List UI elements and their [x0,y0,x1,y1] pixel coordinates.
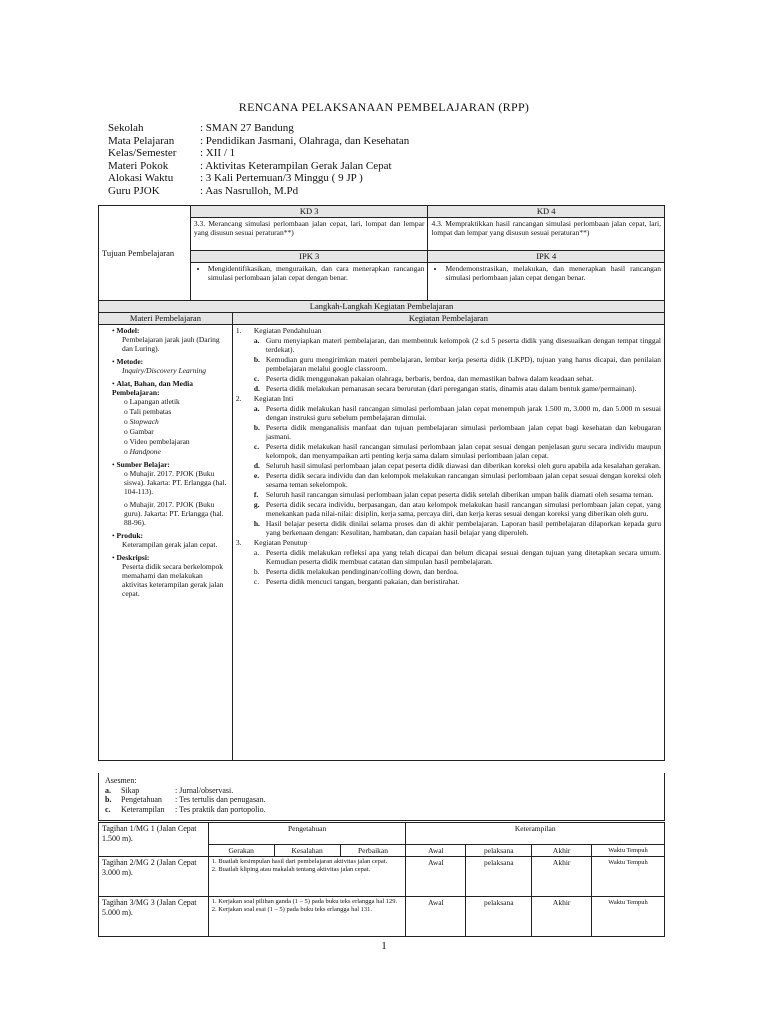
list-item: o Gambar [124,427,154,436]
list-item: c. Peserta didik mencuci tangan, berganti pakaian, dan beristirahat. [253,577,460,586]
asesmen-title: Asesmen: [105,776,137,785]
metode-label: Metode: [116,357,144,366]
list-item: h. Hasil belajar peserta didik dinilai selama proses dan di akhir pembelajaran. Laporan hasil pembelajaran dilaporkan kepada guru yang berkenaan dengan: Kesulitan, hambatan, dan capaian hasil belajar yang diperoleh. [253,519,661,537]
metode-text: Inquiry/Discovery Learning [122,366,206,375]
list-item: b. Peserta didik menganalisis manfaat dan tujuan pembelajaran simulasi perlombaan jalan cepat bagi kesehatan dan kebugaran jasmani. [253,423,661,441]
asesmen-item: b. Pengetahuan : Tes tertulis dan penugasan. [105,795,266,804]
asesmen-item: a. Sikap : Jurnal/observasi. [105,785,234,795]
langkah-header: Langkah-Langkah Kegiatan Pembelajaran [99,301,665,313]
col-header: Awal [406,845,466,857]
tagihan-table [98,822,665,937]
col-header: Perbaikan [340,845,406,857]
list-item: o Muhajir. 2017. PJOK (Buku guru). Jakarta: PT. Erlangga (hal. 88-96). [124,500,224,527]
model-label: Model: [116,326,140,335]
identity-value: : 3 Kali Pertemuan/3 Minggu ( 9 JP ) [200,172,363,184]
list-item: g. Peserta didik secara individu, berpasangan, dan atau kelompok melakukan hasil rancangan simulasi perlombaan jalan cepat, yang menekankan pada nilai-nilai: disiplin, kerja sama, percaya diri, dan kerja keras sesuai dengan koreksi yang diberikan oleh guru. [253,500,661,518]
materi-header: Materi Pembelajaran [99,313,233,325]
tagihan-pengetahuan: 1. Buatlah kesimpulan hasil dari pembelajaran aktivitas jalan cepat. 2. Buatlah kliping atau makalah tentang aktivitas jalan cepat. [208,857,406,897]
table-cell: Waktu Tempuh [592,897,665,937]
kegiatan-cell [232,325,664,761]
list-item: d. Peserta didik melakukan pemanasan secara berurutan (dari peregangan statis, dinamis atau dalam bentuk game/permainan). [253,384,637,393]
kegiatan-pendahuluan: 1. Kegiatan Pendahuluan a. Guru menyiapkan materi pembelajaran, dan membentuk kelompok (2 s.d 5 peserta didik yang disesuaikan dengan tempat tinggal terdekat). b. Kemudian guru mengirimkan materi pembelajaran, lembar kerja peserta didik (LKPD), tujuan yang harus dicapai, dan penilaian pembelajaran melalui google classroom. c. Peserta didik menggunakan pakaian olahraga, berbaris, berdoa, dan memastikan bahwa dalam keadaan sehat. d. Peserta didik melakukan pemanasan secara berurutan (dari peregangan statis, dinamis atau dalam bentuk game/permainan). [235,326,661,393]
identity-key: Alokasi Waktu [108,172,174,184]
identity-key: Guru PJOK [108,184,160,197]
sumber-list [112,469,229,527]
list-item: o Tali pembatas [124,407,172,416]
ipk3-cell [190,263,428,301]
deskripsi-label: Deskripsi: [116,553,150,562]
materi-produk: • Produk: Keterampilan gerak jalan cepat. [112,531,229,549]
kegiatan-inti: 2. Kegiatan Inti a. Peserta didik melakukan hasil rancangan simulasi perlombaan jalan cepat menempuh jarak 1.500 m, 3.000 m, dan 5.000 m sesuai dengan instruksi guru sebelum pembelajaran dimulai. b. Peserta didik menganalisis manfaat dan tujuan pembelajaran simulasi perlombaan jalan cepat bagi kesehatan dan kebugaran jasmani. c. Peserta didik melakukan hasil rancangan simulasi perlombaan jalan cepat sesuai dengan penjelasan guru secara individu maupun kelompok, dan menyampaikan arti penting kerja sama dalam simulasi perlombaan jalan cepat. d. Seluruh hasil simulasi perlombaan jalan cepat peserta didik diawasi dan diberikan koreksi oleh guru apabila ada kesalahan gerakan. e. Peserta didik secara individu dan dan kelompok melakukan rancangan simulasi perlombaan jalan cepat sesuai dengan koreksi oleh sesama teman sekelompok. f. Seluruh hasil rancangan simulasi perlombaan jalan cepat peserta didik setelah diberikan umpan balik diamati oleh sesama teman. g. Peserta didik secara individu, berpasangan, dan atau kelompok melakukan hasil rancangan simulasi perlombaan jalan cepat, yang menekankan pada nilai-nilai: disiplin, kerja sama, percaya diri, dan kerja keras sesuai dengan koreksi yang diberikan oleh guru. h. Hasil belajar peserta didik dinilai selama proses dan di akhir pembelajaran. Laporan hasil pembelajaran dilaporkan kepada guru yang berkenaan dengan: Kesulitan, hambatan, dan capaian hasil belajar yang diperoleh. [235,394,661,537]
table-cell: Akhir [532,897,592,937]
materi-sumber: • Sumber Belajar: o Muhajir. 2017. PJOK (Buku siswa). Jakarta: PT. Erlangga (hal. 104-113). o Muhajir. 2017. PJOK (Buku guru). Jakarta: PT. Erlangga (hal. 88-96). [112,460,229,527]
kd4-text: 4.3. Mempraktikkan hasil rancangan simulasi perlombaan jalan cepat, lari, lompat dan lempar yang disusun sesuai peraturan**) [428,218,665,251]
list-item: o Muhajir. 2017. PJOK (Buku siswa). Jakarta: PT. Erlangga (hal. 104-113). [124,469,227,496]
identity-value: : Aktivitas Keterampilan Gerak Jalan Cepat [200,159,392,172]
tagihan-label: Tagihan 3/MG 3 (Jalan Cepat 5.000 m). [99,897,209,937]
table-cell: Waktu Tempuh [592,857,665,897]
col-header: Akhir [532,845,592,857]
kd4-header: KD 4 [428,206,665,218]
kegiatan-penutup: 3. Kegiatan Penutup a. Peserta didik melakukan refleksi apa yang telah dicapai dan belum dicapai sesuai dengan tujuan yang ditetapkan secara umum. Kemudian peserta didik membuat catatan dan simpulan hasil pembelajaran. b. Peserta didik melakukan pendinginan/colling down, dan berdoa. c. Peserta didik mencuci tangan, berganti pakaian, dan beristirahat. [235,538,661,586]
col-header: Gerakan [208,845,274,857]
ipk3-header: IPK 3 [190,251,428,263]
alat-list [112,397,229,456]
asesmen-item: c. Keterampilan : Tes praktik dan portopolio. [105,804,266,814]
main-table [98,205,665,761]
identity-row [108,172,409,185]
list-item: o Lapangan atletik [124,397,180,406]
produk-label: Produk: [116,531,144,540]
document-title: RENCANA PELAKSANAAN PEMBELAJARAN (RPP) [238,100,530,114]
materi-alat: • Alat, Bahan, dan Media Pembelajaran: o Lapangan atletik o Tali pembatas o Stopwach o Gambar o Video pembelajaran o Handpone [112,379,229,456]
page-number: 1 [381,940,387,952]
identity-value: : XII / 1 [200,147,236,159]
identity-value: : Aas Nasrulloh, M.Pd [200,184,299,197]
list-item: e. Peserta didik secara individu dan dan kelompok melakukan rancangan simulasi perlombaan jalan cepat sesuai dengan koreksi oleh sesama teman sekelompok. [253,471,661,489]
section-title: Kegiatan Penutup [253,538,308,547]
asesmen-block [98,773,665,821]
kd3-text: 3.3. Merancang simulasi perlombaan jalan cepat, lari, lompat dan lempar yang disusun sesuai peraturan**) [190,218,428,251]
list-item: o Stopwach [124,417,159,426]
identity-row [108,135,409,148]
keterampilan-header: Keterampilan [406,823,665,845]
col-header: pelaksana [466,845,532,857]
materi-metode: • Metode: Inquiry/Discovery Learning [112,357,229,375]
identity-value: : SMAN 27 Bandung [200,122,294,134]
identity-row [108,147,409,160]
materi-model: • Model: Pembelajaran jarak jauh (Daring dan Luring). [112,326,229,353]
identity-row [108,160,409,173]
section-title: Kegiatan Pendahuluan [253,326,322,335]
list-item: a. Guru menyiapkan materi pembelajaran, dan membentuk kelompok (2 s.d 5 peserta didik yang disesuaikan dengan tempat tinggal terdekat). [253,336,661,354]
list-item: a. Peserta didik melakukan hasil rancangan simulasi perlombaan jalan cepat menempuh jarak 1.500 m, 3.000 m, dan 5.000 m sesuai dengan instruksi guru sebelum pembelajaran dimulai. [253,404,661,422]
list-item: d. Seluruh hasil simulasi perlombaan jalan cepat peserta didik diawasi dan diberikan koreksi oleh guru apabila ada kesalahan gerakan. [253,461,661,470]
table-cell: Akhir [532,857,592,897]
produk-text: Keterampilan gerak jalan cepat. [122,540,218,549]
table-cell: pelaksana [466,897,532,937]
identity-block [108,122,409,197]
tagihan-label: Tagihan 2/MG 2 (Jalan Cepat 3.000 m). [99,857,209,897]
table-cell: pelaksana [466,857,532,897]
ipk4-cell [428,263,665,301]
kd3-header: KD 3 [190,206,428,218]
materi-cell [99,325,233,761]
model-text: Pembelajaran jarak jauh (Daring dan Luring). [122,335,220,353]
list-item: b. Peserta didik melakukan pendinginan/colling down, dan berdoa. [253,567,459,576]
sumber-label: Sumber Belajar: [116,460,170,469]
ipk4-text: • Mendemonstrasikan, melakukan, dan menerapkan hasil rancangan simulasi perlombaan jalan cepat dengan benar. [445,264,661,282]
identity-value: : Pendidikan Jasmani, Olahraga, dan Kesehatan [200,134,410,147]
kegiatan-header: Kegiatan Pembelajaran [232,313,664,325]
list-item: b. Kemudian guru mengirimkan materi pembelajaran, lembar kerja peserta didik (LKPD), tujuan yang harus dicapai, dan penilaian pembelajaran melalui google classroom. [253,355,661,373]
identity-row [108,185,409,198]
list-item: a. Peserta didik melakukan refleksi apa yang telah dicapai dan belum dicapai sesuai dengan tujuan yang ditetapkan secara umum. Kemudian peserta didik membuat catatan dan simpulan hasil pembelajaran. [253,548,661,566]
materi-deskripsi: • Deskripsi: Peserta didik secara berkelompok memahami dan melakukan aktivitas keterampilan gerak jalan cepat. [112,553,229,598]
identity-key: Mata Pelajaran [108,134,175,147]
section-title: Kegiatan Inti [253,394,294,403]
pengetahuan-header: Pengetahuan [208,823,406,845]
table-cell: Awal [406,857,466,897]
ipk3-text: • Mengidentifikasikan, menguraikan, dan cara menerapkan rancangan simulasi perlombaan jalan cepat dengan benar. [208,264,425,282]
identity-row [108,122,409,135]
tujuan-label: Tujuan Pembelajaran [99,206,191,301]
col-header: Waktu Tempuh [592,845,665,857]
alat-label: Alat, Bahan, dan Media Pembelajaran: [112,379,193,397]
list-item: f. Seluruh hasil rancangan simulasi perlombaan jalan cepat peserta didik setelah diberikan umpan balik diamati oleh sesama teman. [253,490,654,499]
deskripsi-text: Peserta didik secara berkelompok memahami dan melakukan aktivitas keterampilan gerak jalan cepat. [122,562,224,598]
identity-key: Sekolah [108,122,144,134]
table-cell: Awal [406,897,466,937]
list-item: o Handpone [124,447,161,456]
identity-key: Kelas/Semester [108,147,177,159]
tagihan-pengetahuan: 1. Kerjakan soal pilihan ganda (1 – 5) pada buku teks erlangga hal 129. 2. Kerjakan soal esai (1 – 5) pada buku teks erlangga hal 131. [208,897,406,937]
list-item: c. Peserta didik menggunakan pakaian olahraga, berbaris, berdoa, dan memastikan bahwa dalam keadaan sehat. [253,374,594,383]
identity-key: Materi Pokok [108,159,169,172]
tagihan-label: Tagihan 1/MG 1 (Jalan Cepat 1.500 m). [99,823,209,857]
col-header: Kesalahan [274,845,340,857]
list-item: c. Peserta didik melakukan hasil rancangan simulasi perlombaan jalan cepat sesuai dengan penjelasan guru secara individu maupun kelompok, dan menyampaikan arti penting kerja sama dalam simulasi perlombaan jalan cepat. [253,442,661,460]
list-item: o Video pembelajaran [124,437,190,446]
ipk4-header: IPK 4 [428,251,665,263]
